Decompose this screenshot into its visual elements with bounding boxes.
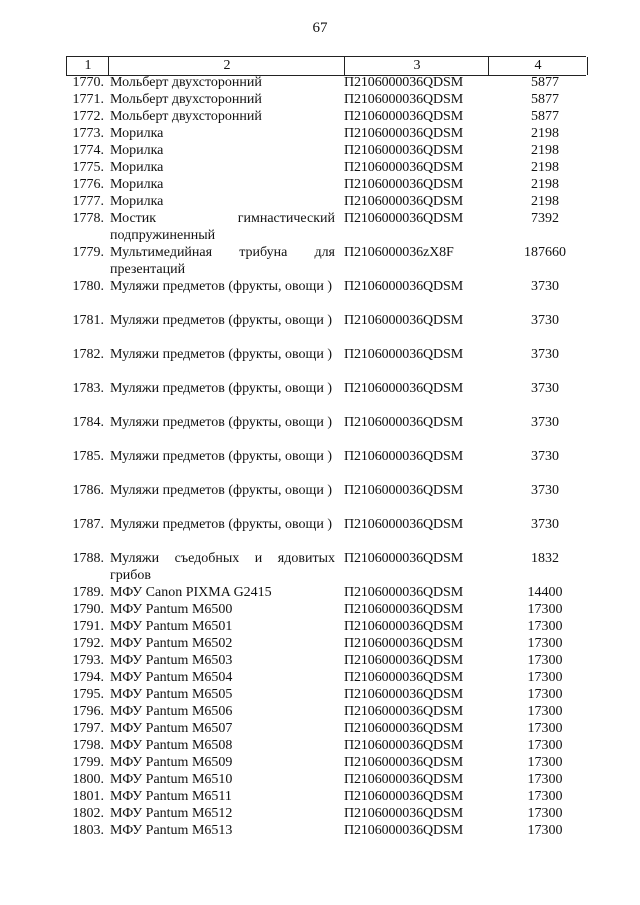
item-price: 14400 (527, 585, 563, 600)
table-row (0, 686, 640, 703)
row-number: 1772. (72, 109, 104, 124)
item-price: 17300 (527, 772, 563, 787)
row-number: 1798. (72, 738, 104, 753)
table-row (0, 125, 640, 142)
item-name: МФУ Pantum M6503 (110, 653, 233, 668)
inventory-code: П2106000036QDSM (344, 75, 464, 90)
inventory-code: П2106000036QDSM (344, 789, 464, 804)
item-price: 7392 (531, 211, 559, 226)
row-number: 1787. (72, 517, 104, 532)
row-number: 1783. (72, 381, 104, 396)
item-price: 17300 (527, 789, 563, 804)
item-name: Муляжи предметов (фрукты, овощи ) (110, 483, 332, 498)
item-name: Муляжи предметов (фрукты, овощи ) (110, 313, 332, 328)
row-number: 1785. (72, 449, 104, 464)
row-number: 1770. (72, 75, 104, 90)
row-number: 1779. (72, 245, 104, 260)
item-price: 1832 (531, 551, 559, 566)
inventory-code: П2106000036QDSM (344, 738, 464, 753)
inventory-code: П2106000036QDSM (344, 602, 464, 617)
table-row (0, 108, 640, 125)
inventory-code: П2106000036QDSM (344, 772, 464, 787)
inventory-code: П2106000036QDSM (344, 143, 464, 158)
item-name: МФУ Pantum M6509 (110, 755, 233, 770)
item-price: 3730 (531, 313, 559, 328)
table-row (0, 754, 640, 771)
item-name: МФУ Canon PIXMA G2415 (110, 585, 272, 600)
inventory-code: П2106000036QDSM (344, 483, 464, 498)
item-name: МФУ Pantum M6501 (110, 619, 233, 634)
item-name: Муляжи предметов (фрукты, овощи ) (110, 449, 332, 464)
item-name: МФУ Pantum M6502 (110, 636, 233, 651)
table-row (0, 142, 640, 159)
table-row (0, 176, 640, 193)
item-name: МФУ Pantum M6512 (110, 806, 233, 821)
item-name: МФУ Pantum M6506 (110, 704, 233, 719)
row-number: 1782. (72, 347, 104, 362)
inventory-code: П2106000036QDSM (344, 670, 464, 685)
item-price: 5877 (531, 109, 559, 124)
item-price: 17300 (527, 687, 563, 702)
table-row (0, 482, 640, 516)
item-price: 2198 (531, 160, 559, 175)
item-name: Морилка (110, 160, 164, 175)
item-name: Мольберт двухсторонний (110, 92, 262, 107)
table-row (0, 380, 640, 414)
inventory-code: П2106000036QDSM (344, 823, 464, 838)
item-price: 3730 (531, 517, 559, 532)
item-price: 3730 (531, 279, 559, 294)
item-price: 5877 (531, 75, 559, 90)
inventory-code: П2106000036QDSM (344, 177, 464, 192)
table-row (0, 788, 640, 805)
item-name: Муляжи предметов (фрукты, овощи ) (110, 347, 332, 362)
table-row (0, 312, 640, 346)
item-name: Муляжи предметов (фрукты, овощи ) (110, 415, 332, 430)
inventory-code: П2106000036QDSM (344, 636, 464, 651)
inventory-code: П2106000036QDSM (344, 806, 464, 821)
item-price: 17300 (527, 806, 563, 821)
item-name: Муляжи предметов (фрукты, овощи ) (110, 517, 332, 532)
item-name: МФУ Pantum M6505 (110, 687, 233, 702)
item-name: Мостик гимнастический подпружиненный (110, 211, 335, 243)
item-price: 3730 (531, 415, 559, 430)
item-price: 17300 (527, 670, 563, 685)
item-price: 17300 (527, 619, 563, 634)
inventory-code: П2106000036QDSM (344, 551, 464, 566)
page-number: 67 (312, 20, 328, 36)
inventory-code: П2106000036QDSM (344, 653, 464, 668)
table-row (0, 652, 640, 669)
item-price: 2198 (531, 194, 559, 209)
item-name: Морилка (110, 177, 164, 192)
item-price: 2198 (531, 143, 559, 158)
item-price: 3730 (531, 483, 559, 498)
inventory-code: П2106000036QDSM (344, 449, 464, 464)
item-name: МФУ Pantum M6513 (110, 823, 233, 838)
item-name: МФУ Pantum M6511 (110, 789, 232, 804)
row-number: 1796. (72, 704, 104, 719)
item-price: 17300 (527, 704, 563, 719)
row-number: 1776. (72, 177, 104, 192)
table-row (0, 159, 640, 176)
item-name: Муляжи съедобных и ядовитых грибов (110, 551, 335, 583)
item-name: МФУ Pantum M6507 (110, 721, 233, 736)
inventory-code: П2106000036QDSM (344, 126, 464, 141)
item-price: 2198 (531, 126, 559, 141)
inventory-code: П2106000036QDSM (344, 755, 464, 770)
item-name: Морилка (110, 143, 164, 158)
row-number: 1786. (72, 483, 104, 498)
inventory-code: П2106000036QDSM (344, 721, 464, 736)
item-price: 3730 (531, 381, 559, 396)
inventory-code: П2106000036QDSM (344, 279, 464, 294)
table-row (0, 618, 640, 635)
inventory-code: П2106000036QDSM (344, 619, 464, 634)
column-header: 3 (344, 57, 489, 75)
item-price: 3730 (531, 347, 559, 362)
table-row (0, 771, 640, 788)
item-name: Мольберт двухсторонний (110, 109, 262, 124)
inventory-code: П2106000036QDSM (344, 381, 464, 396)
row-number: 1803. (72, 823, 104, 838)
row-number: 1791. (72, 619, 104, 634)
inventory-code: П2106000036QDSM (344, 704, 464, 719)
row-number: 1781. (72, 313, 104, 328)
table-row (0, 601, 640, 618)
item-price: 2198 (531, 177, 559, 192)
item-name: Муляжи предметов (фрукты, овощи ) (110, 279, 332, 294)
inventory-code: П2106000036zX8F (344, 245, 454, 260)
item-price: 17300 (527, 602, 563, 617)
row-number: 1792. (72, 636, 104, 651)
inventory-code: П2106000036QDSM (344, 109, 464, 124)
table-row (0, 550, 640, 584)
table-row (0, 516, 640, 550)
row-number: 1780. (72, 279, 104, 294)
row-number: 1774. (72, 143, 104, 158)
item-price: 17300 (527, 823, 563, 838)
table-row (0, 91, 640, 108)
inventory-code: П2106000036QDSM (344, 160, 464, 175)
table-row (0, 584, 640, 601)
table-row (0, 703, 640, 720)
row-number: 1794. (72, 670, 104, 685)
item-price: 17300 (527, 721, 563, 736)
table-row (0, 193, 640, 210)
item-price: 5877 (531, 92, 559, 107)
table-row (0, 278, 640, 312)
row-number: 1800. (72, 772, 104, 787)
item-name: Муляжи предметов (фрукты, овощи ) (110, 381, 332, 396)
row-number: 1802. (72, 806, 104, 821)
table-row (0, 448, 640, 482)
inventory-code: П2106000036QDSM (344, 415, 464, 430)
row-number: 1789. (72, 585, 104, 600)
item-name: Морилка (110, 194, 164, 209)
item-name: Морилка (110, 126, 164, 141)
item-name: Мольберт двухсторонний (110, 75, 262, 90)
item-price: 3730 (531, 449, 559, 464)
item-price: 17300 (527, 636, 563, 651)
inventory-code: П2106000036QDSM (344, 347, 464, 362)
item-price: 17300 (527, 738, 563, 753)
table-row (0, 720, 640, 737)
table-row (0, 346, 640, 380)
row-number: 1797. (72, 721, 104, 736)
item-name: МФУ Pantum M6510 (110, 772, 233, 787)
row-number: 1795. (72, 687, 104, 702)
row-number: 1790. (72, 602, 104, 617)
item-name: МФУ Pantum M6504 (110, 670, 233, 685)
table-row (0, 244, 640, 278)
column-header: 4 (488, 57, 588, 75)
row-number: 1793. (72, 653, 104, 668)
inventory-code: П2106000036QDSM (344, 92, 464, 107)
table-row (0, 414, 640, 448)
inventory-code: П2106000036QDSM (344, 517, 464, 532)
table-row (0, 737, 640, 754)
row-number: 1777. (72, 194, 104, 209)
row-number: 1771. (72, 92, 104, 107)
inventory-code: П2106000036QDSM (344, 687, 464, 702)
item-name: Мультимедийная трибуна для презентаций (110, 245, 335, 277)
item-price: 187660 (524, 245, 566, 260)
column-header: 2 (108, 57, 345, 75)
table-header (66, 56, 586, 76)
item-price: 17300 (527, 755, 563, 770)
column-header: 1 (66, 57, 109, 75)
table-row (0, 805, 640, 822)
row-number: 1784. (72, 415, 104, 430)
row-number: 1788. (72, 551, 104, 566)
row-number: 1773. (72, 126, 104, 141)
row-number: 1801. (72, 789, 104, 804)
item-price: 17300 (527, 653, 563, 668)
table-row (0, 669, 640, 686)
inventory-code: П2106000036QDSM (344, 211, 464, 226)
row-number: 1799. (72, 755, 104, 770)
inventory-code: П2106000036QDSM (344, 585, 464, 600)
table-row (0, 822, 640, 839)
inventory-code: П2106000036QDSM (344, 194, 464, 209)
table-row (0, 74, 640, 91)
table-row (0, 210, 640, 244)
row-number: 1778. (72, 211, 104, 226)
table-row (0, 635, 640, 652)
row-number: 1775. (72, 160, 104, 175)
item-name: МФУ Pantum M6500 (110, 602, 233, 617)
inventory-code: П2106000036QDSM (344, 313, 464, 328)
item-name: МФУ Pantum M6508 (110, 738, 233, 753)
